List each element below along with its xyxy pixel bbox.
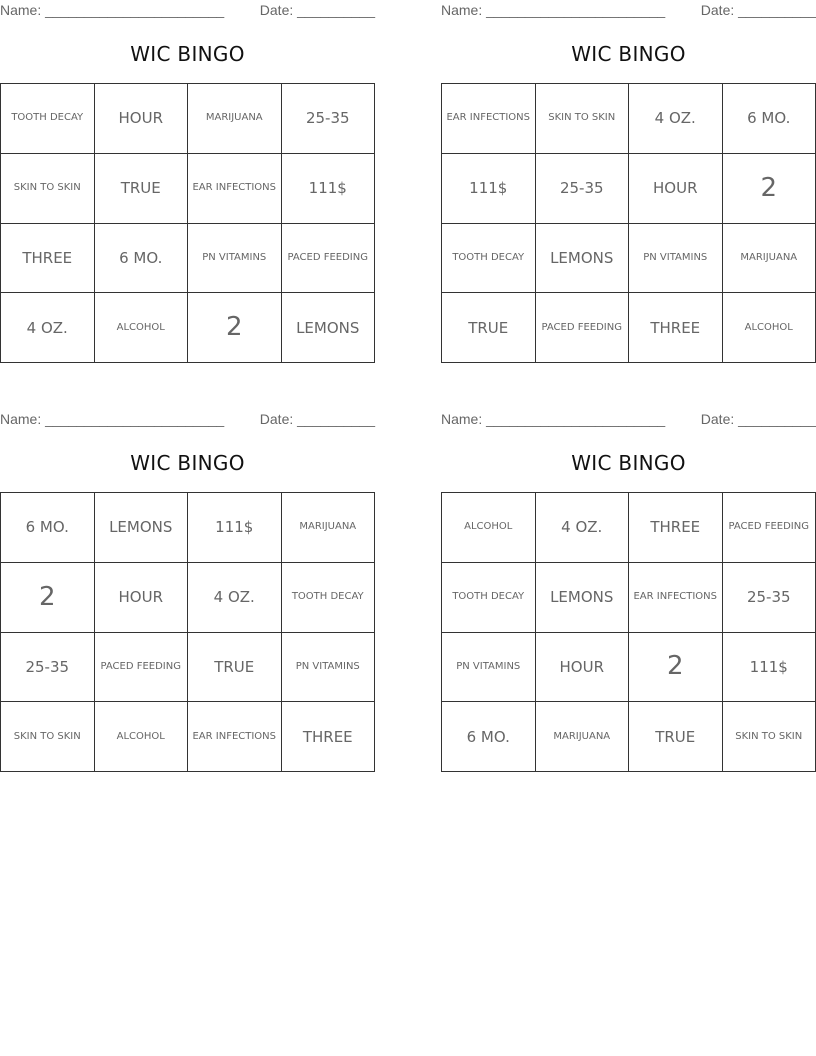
bingo-cell: PACED FEEDING	[95, 633, 189, 703]
bingo-cell: EAR INFECTIONS	[188, 154, 282, 224]
bingo-cell: THREE	[629, 493, 723, 563]
date-field-label: Date: __________	[700, 411, 816, 427]
date-field-label: Date: __________	[259, 2, 375, 18]
bingo-cell: HOUR	[629, 154, 723, 224]
bingo-grid	[0, 492, 375, 772]
name-field-label: Name: _______________________	[441, 2, 666, 18]
bingo-cell: TRUE	[188, 633, 282, 703]
bingo-cell: PN VITAMINS	[629, 224, 723, 294]
bingo-cell: THREE	[282, 702, 376, 772]
bingo-cell: HOUR	[95, 563, 189, 633]
name-field-label: Name: _______________________	[441, 411, 666, 427]
bingo-cell: PN VITAMINS	[442, 633, 536, 703]
bingo-cell: 6 MO.	[442, 702, 536, 772]
bingo-cell: TOOTH DECAY	[282, 563, 376, 633]
bingo-cell: LEMONS	[95, 493, 189, 563]
bingo-cell: LEMONS	[536, 563, 630, 633]
bingo-cell: SKIN TO SKIN	[1, 702, 95, 772]
bingo-cell: THREE	[1, 224, 95, 294]
bingo-cell: PACED FEEDING	[723, 493, 816, 563]
name-date-row	[0, 0, 375, 20]
bingo-cell: TRUE	[442, 293, 536, 363]
bingo-cell: 2	[723, 154, 816, 224]
bingo-grid	[0, 83, 375, 363]
name-field-label: Name: _______________________	[0, 2, 225, 18]
card-title: WIC BINGO	[130, 451, 245, 475]
card-title: WIC BINGO	[571, 42, 686, 66]
bingo-cell: ALCOHOL	[442, 493, 536, 563]
bingo-cell: HOUR	[95, 84, 189, 154]
bingo-cell: 111$	[188, 493, 282, 563]
name-date-row	[0, 409, 375, 429]
bingo-cell: 2	[188, 293, 282, 363]
bingo-cell: EAR INFECTIONS	[442, 84, 536, 154]
bingo-cell: PACED FEEDING	[282, 224, 376, 294]
bingo-cell: ALCOHOL	[95, 293, 189, 363]
bingo-cell: 4 OZ.	[1, 293, 95, 363]
date-field-label: Date: __________	[700, 2, 816, 18]
bingo-cell: MARIJUANA	[282, 493, 376, 563]
bingo-cell: LEMONS	[282, 293, 376, 363]
bingo-cell: MARIJUANA	[536, 702, 630, 772]
bingo-cell: 6 MO.	[95, 224, 189, 294]
bingo-cell: TRUE	[629, 702, 723, 772]
bingo-cell: 4 OZ.	[188, 563, 282, 633]
bingo-grid	[441, 492, 816, 772]
bingo-cell: 25-35	[723, 563, 816, 633]
bingo-cell: TOOTH DECAY	[442, 224, 536, 294]
bingo-cell: SKIN TO SKIN	[723, 702, 816, 772]
bingo-cell: EAR INFECTIONS	[188, 702, 282, 772]
bingo-cell: 4 OZ.	[536, 493, 630, 563]
bingo-cell: EAR INFECTIONS	[629, 563, 723, 633]
bingo-cell: 6 MO.	[1, 493, 95, 563]
bingo-cell: HOUR	[536, 633, 630, 703]
bingo-cell: 2	[1, 563, 95, 633]
bingo-cell: 111$	[282, 154, 376, 224]
bingo-cell: LEMONS	[536, 224, 630, 294]
card-title: WIC BINGO	[130, 42, 245, 66]
bingo-cell: ALCOHOL	[723, 293, 816, 363]
bingo-cell: MARIJUANA	[188, 84, 282, 154]
bingo-cell: SKIN TO SKIN	[536, 84, 630, 154]
date-field-label: Date: __________	[259, 411, 375, 427]
bingo-cell: 4 OZ.	[629, 84, 723, 154]
bingo-cell: PN VITAMINS	[282, 633, 376, 703]
bingo-cell: MARIJUANA	[723, 224, 816, 294]
bingo-cell: 25-35	[1, 633, 95, 703]
bingo-cell: 25-35	[536, 154, 630, 224]
bingo-grid	[441, 83, 816, 363]
bingo-cell: TOOTH DECAY	[442, 563, 536, 633]
bingo-cell: SKIN TO SKIN	[1, 154, 95, 224]
bingo-cell: 6 MO.	[723, 84, 816, 154]
bingo-cell: TRUE	[95, 154, 189, 224]
bingo-cell: 111$	[723, 633, 816, 703]
bingo-cell: THREE	[629, 293, 723, 363]
name-field-label: Name: _______________________	[0, 411, 225, 427]
bingo-cell: ALCOHOL	[95, 702, 189, 772]
bingo-cell: PACED FEEDING	[536, 293, 630, 363]
bingo-cell: 2	[629, 633, 723, 703]
bingo-cell: PN VITAMINS	[188, 224, 282, 294]
bingo-cell: TOOTH DECAY	[1, 84, 95, 154]
name-date-row	[441, 409, 816, 429]
card-title: WIC BINGO	[571, 451, 686, 475]
name-date-row	[441, 0, 816, 20]
bingo-cell: 111$	[442, 154, 536, 224]
bingo-cell: 25-35	[282, 84, 376, 154]
